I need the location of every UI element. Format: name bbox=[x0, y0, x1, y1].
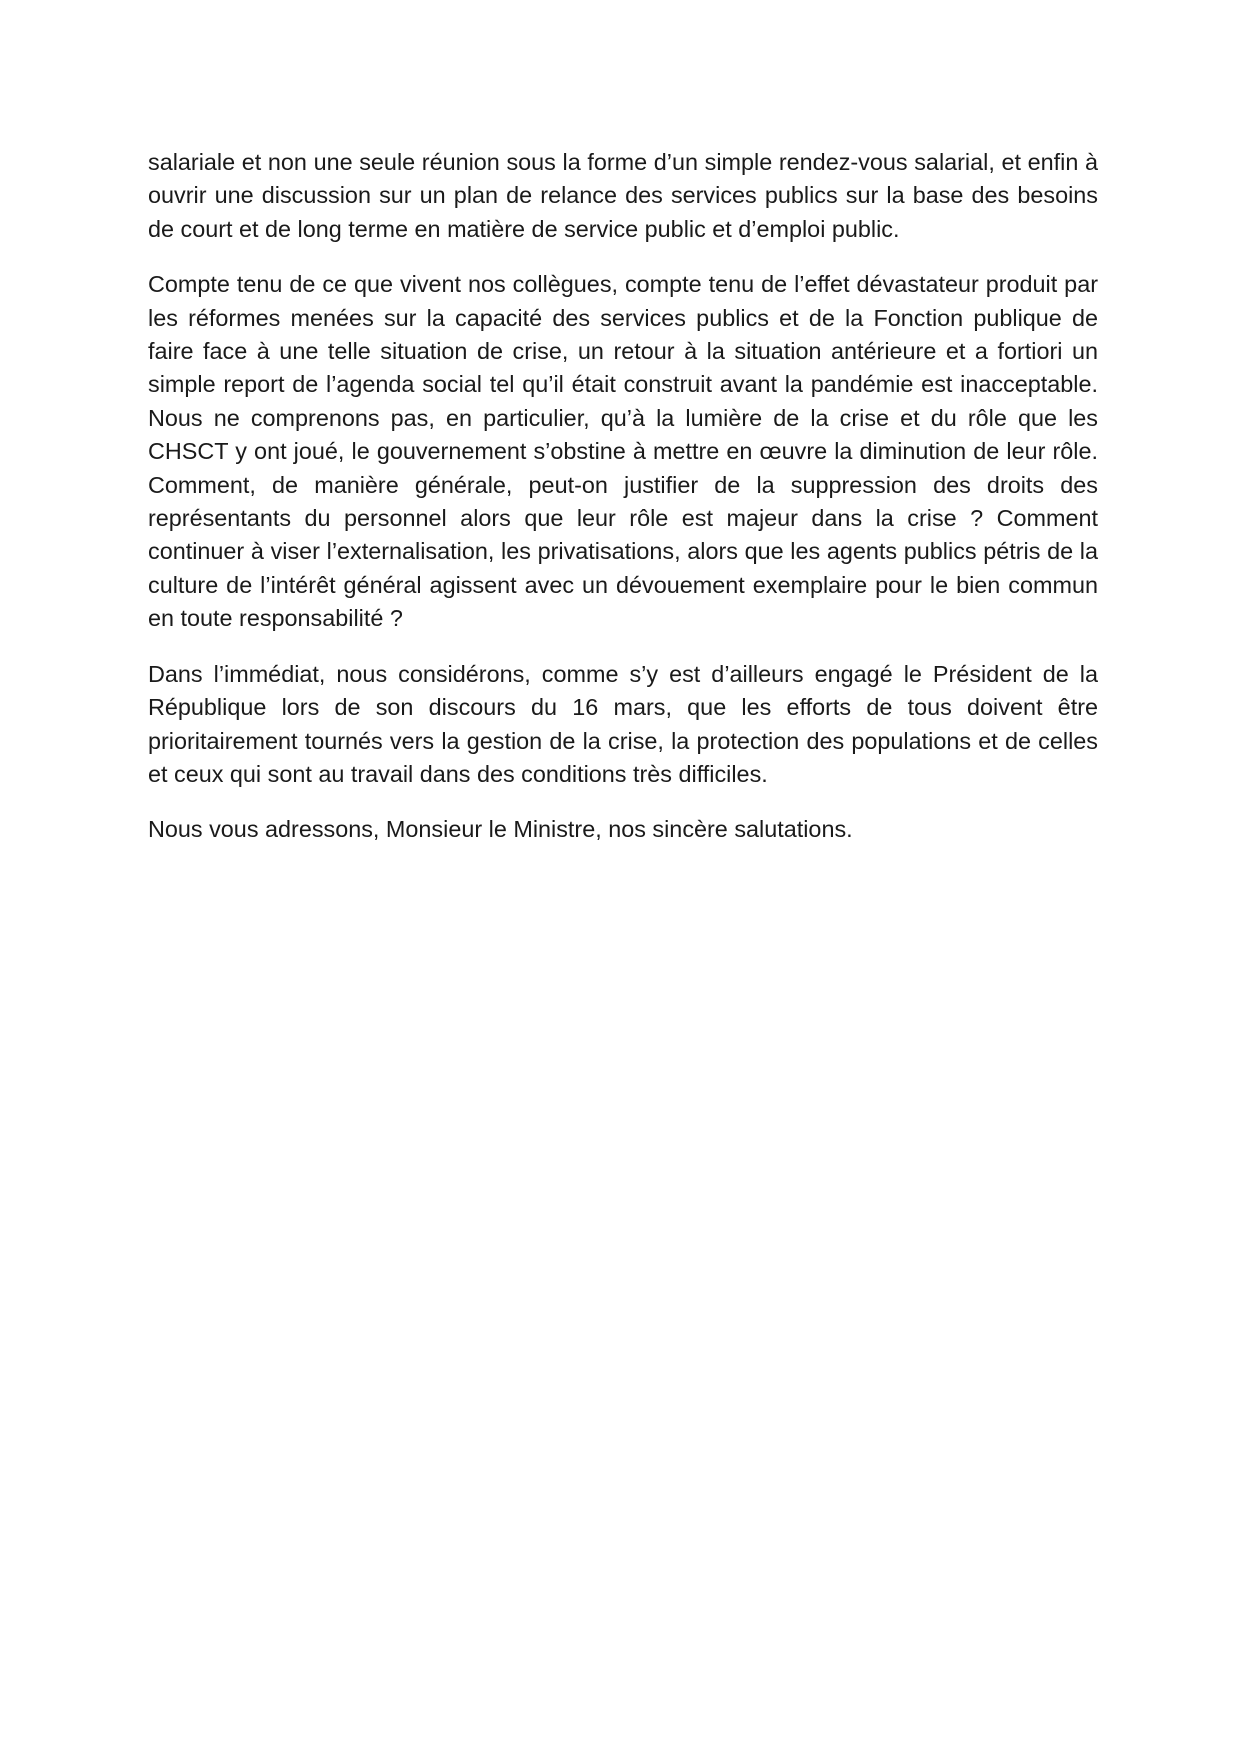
paragraph-reforms-criticism: Compte tenu de ce que vivent nos collègues, compte tenu de l’effet dévastateur produit par les réformes menées sur la capacité des services publics et de la Fonction publique de faire face à une telle situation de crise, un retour à la situation antérieure et a fortiori un simple report de l’agenda social tel qu’il était construit avant la pandémie est inacceptable. Nous ne comprenons pas, en particulier, qu’à la lumière de la crise et du rôle que les CHSCT y ont joué, le gouvernement s’obstine à mettre en œuvre la diminution de leur rôle. Comment, de manière générale, peut-on justifier de la suppression des droits des représentants du personnel alors que leur rôle est majeur dans la crise ? Comment continuer à viser l’externalisation, les privatisations, alors que les agents publics pétris de la culture de l’intérêt général agissent avec un dévouement exemplaire pour le bien commun en toute responsabilité ? bbox=[148, 271, 1098, 632]
closing-salutation: Nous vous adressons, Monsieur le Ministre, nos sincère salutations. bbox=[148, 816, 853, 843]
letter-body bbox=[148, 146, 1098, 869]
paragraph-salary-meeting: salariale et non une seule réunion sous la forme d’un simple rendez-vous salarial, et enfin à ouvrir une discussion sur un plan de relance des services publics sur la base des besoins de court et de long terme en matière de service public et d’emploi public. bbox=[148, 149, 1098, 242]
paragraph-crisis-priority: Dans l’immédiat, nous considérons, comme s’y est d’ailleurs engagé le Président de la République lors de son discours du 16 mars, que les efforts de tous doivent être prioritairement tournés vers la gestion de la crise, la protection des populations et de celles et ceux qui sont au travail dans des conditions très difficiles. bbox=[148, 660, 1098, 787]
